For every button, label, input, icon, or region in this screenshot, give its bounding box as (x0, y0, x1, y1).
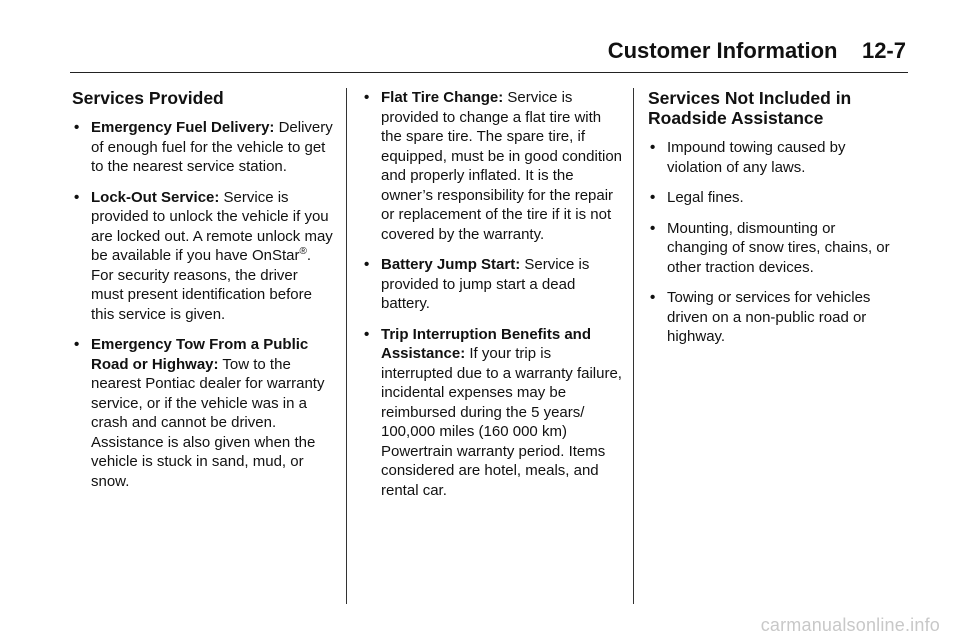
list-item (362, 255, 624, 314)
bullet-icon: • (74, 336, 80, 353)
header-rule (70, 72, 908, 73)
item-text: Legal fines. (667, 189, 744, 206)
services-continued-list (362, 88, 624, 500)
watermark-text: carmanualsonline.info (760, 615, 940, 635)
item-lead: Emergency Tow From a Public Road or Highway: (91, 336, 309, 373)
services-provided-heading: Services Provided (72, 88, 224, 108)
item-text: If your trip is interrupted due to a warranty failure, incidental expenses may be reimbursed during the 5 years/ 100,000 miles (160 000 km) Powertrain warranty period. Items considered are hotel, meals, and rental car. (381, 345, 622, 499)
header-title (608, 38, 906, 64)
item-text-cont: . For security reasons, the driver must present identification before this service is given. (91, 247, 312, 323)
column-divider-1 (346, 88, 347, 604)
item-text: Delivery of enough fuel for the vehicle to get to the nearest service station. (91, 119, 333, 175)
bullet-icon: • (650, 289, 656, 306)
item-text: Service is provided to change a flat tire with the spare tire. The spare tire, if equipped, must be in good condition and properly inflated. It is the owner’s responsibility for the repair or replacement of the tire if it is not covered by the warranty. (381, 89, 623, 243)
item-text: Mounting, dismounting or changing of snow tires, chains, or other traction devices. (667, 219, 890, 276)
item-text: Impound towing caused by violation of any laws. (667, 139, 846, 176)
bullet-icon: • (364, 325, 370, 343)
list-item (648, 219, 898, 278)
bullet-icon: • (74, 188, 80, 206)
bullet-icon: • (650, 139, 656, 156)
list-item (362, 325, 624, 501)
list-item (362, 88, 624, 244)
list-item (648, 138, 898, 177)
item-lead: Battery Jump Start: (381, 256, 521, 273)
item-text: Service is provided to jump start a dead battery. (381, 256, 590, 312)
item-text: Service is provided to unlock the vehicle if you are locked out. A remote unlock may be available if you have OnStar (91, 188, 333, 264)
list-item (72, 188, 334, 325)
item-text: Towing or services for vehicles driven on a non-public road or highway. (667, 289, 871, 345)
item-lead: Emergency Fuel Delivery: (91, 119, 275, 136)
list-item (72, 335, 334, 491)
bullet-icon: • (74, 119, 80, 136)
registered-mark: ® (299, 246, 307, 257)
column-services-provided (72, 88, 334, 502)
bullet-icon: • (364, 256, 370, 273)
item-lead: Trip Interruption Benefits and Assistance: (381, 325, 592, 362)
item-lead: Lock-Out Service: (91, 188, 220, 206)
not-included-heading: Services Not Included in Roadside Assistance (648, 88, 852, 128)
column-services-continued (362, 88, 624, 511)
bullet-icon: • (364, 89, 370, 106)
list-item (648, 288, 898, 347)
bullet-icon: • (650, 189, 656, 206)
item-lead: Flat Tire Change: (381, 89, 504, 106)
list-item (72, 118, 334, 177)
page-number: 12-7 (861, 38, 906, 63)
section-title: Customer Information (607, 38, 838, 63)
list-item (648, 188, 898, 208)
services-provided-list (72, 118, 334, 491)
column-services-not-included (648, 88, 898, 358)
column-divider-2 (633, 88, 634, 604)
not-included-list (648, 138, 898, 347)
bullet-icon: • (650, 219, 656, 237)
item-text: Tow to the nearest Pontiac dealer for warranty service, or if the vehicle was in a crash and cannot be driven. Assistance is also given when the vehicle is stuck in sand, mud, or snow. (91, 355, 325, 490)
